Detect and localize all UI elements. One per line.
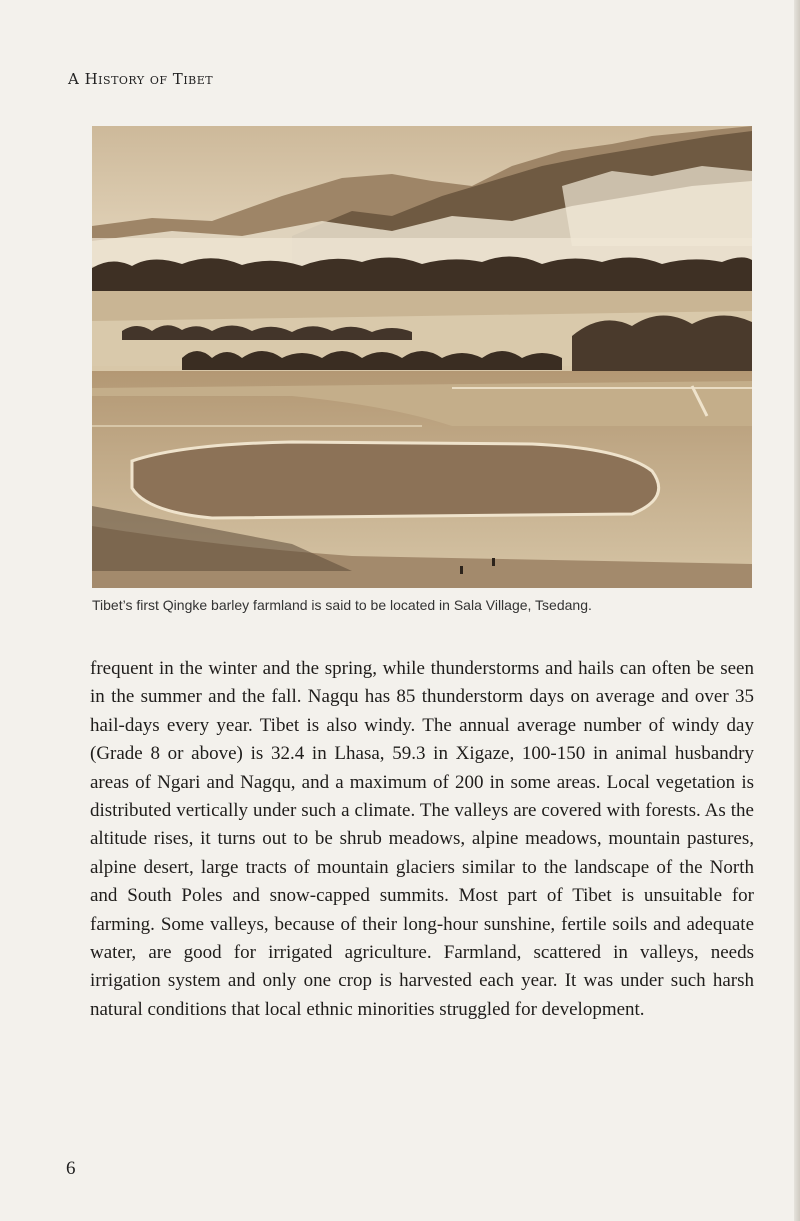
page-number: 6	[66, 1158, 76, 1179]
farmland-photo	[92, 126, 752, 588]
page-edge	[794, 0, 800, 1221]
running-head: A History of Tibet	[68, 70, 214, 88]
terraced-field	[132, 442, 659, 518]
figure-caption: Tibet’s first Qingke barley farmland is said to be located in Sala Village, Tsedang.	[92, 597, 592, 613]
body-paragraph: frequent in the winter and the spring, while thunderstorms and hails can often be seen in the summer and the fall. Nagqu has 85 thunderstorm days on average and over 35 hail-days every year. Tibet is also windy. The annual average number of windy day (Grade 8 or above) is 32.4 in Lhasa, 59.3 in Xigaze, 100-150 in animal husbandry areas of Ngari and Nagqu, and a maximum of 200 in some areas. Local vegetation is distributed vertically under such a climate. The valleys are covered with forests. As the altitude rises, it turns out to be shrub meadows, alpine meadows, mountain pastures, alpine desert, large tracts of mountain glaciers similar to the landscape of the North and South Poles and snow-capped summits. Most part of Tibet is unsuitable for farming. Some valleys, because of their long-hour sunshine, fertile soils and adequate water, are good for irrigated agriculture. Farmland, scattered in valleys, needs irrigation system and only one crop is harvested each year. It was under such harsh natural conditions that local ethnic minorities struggled for development.	[90, 658, 754, 1020]
